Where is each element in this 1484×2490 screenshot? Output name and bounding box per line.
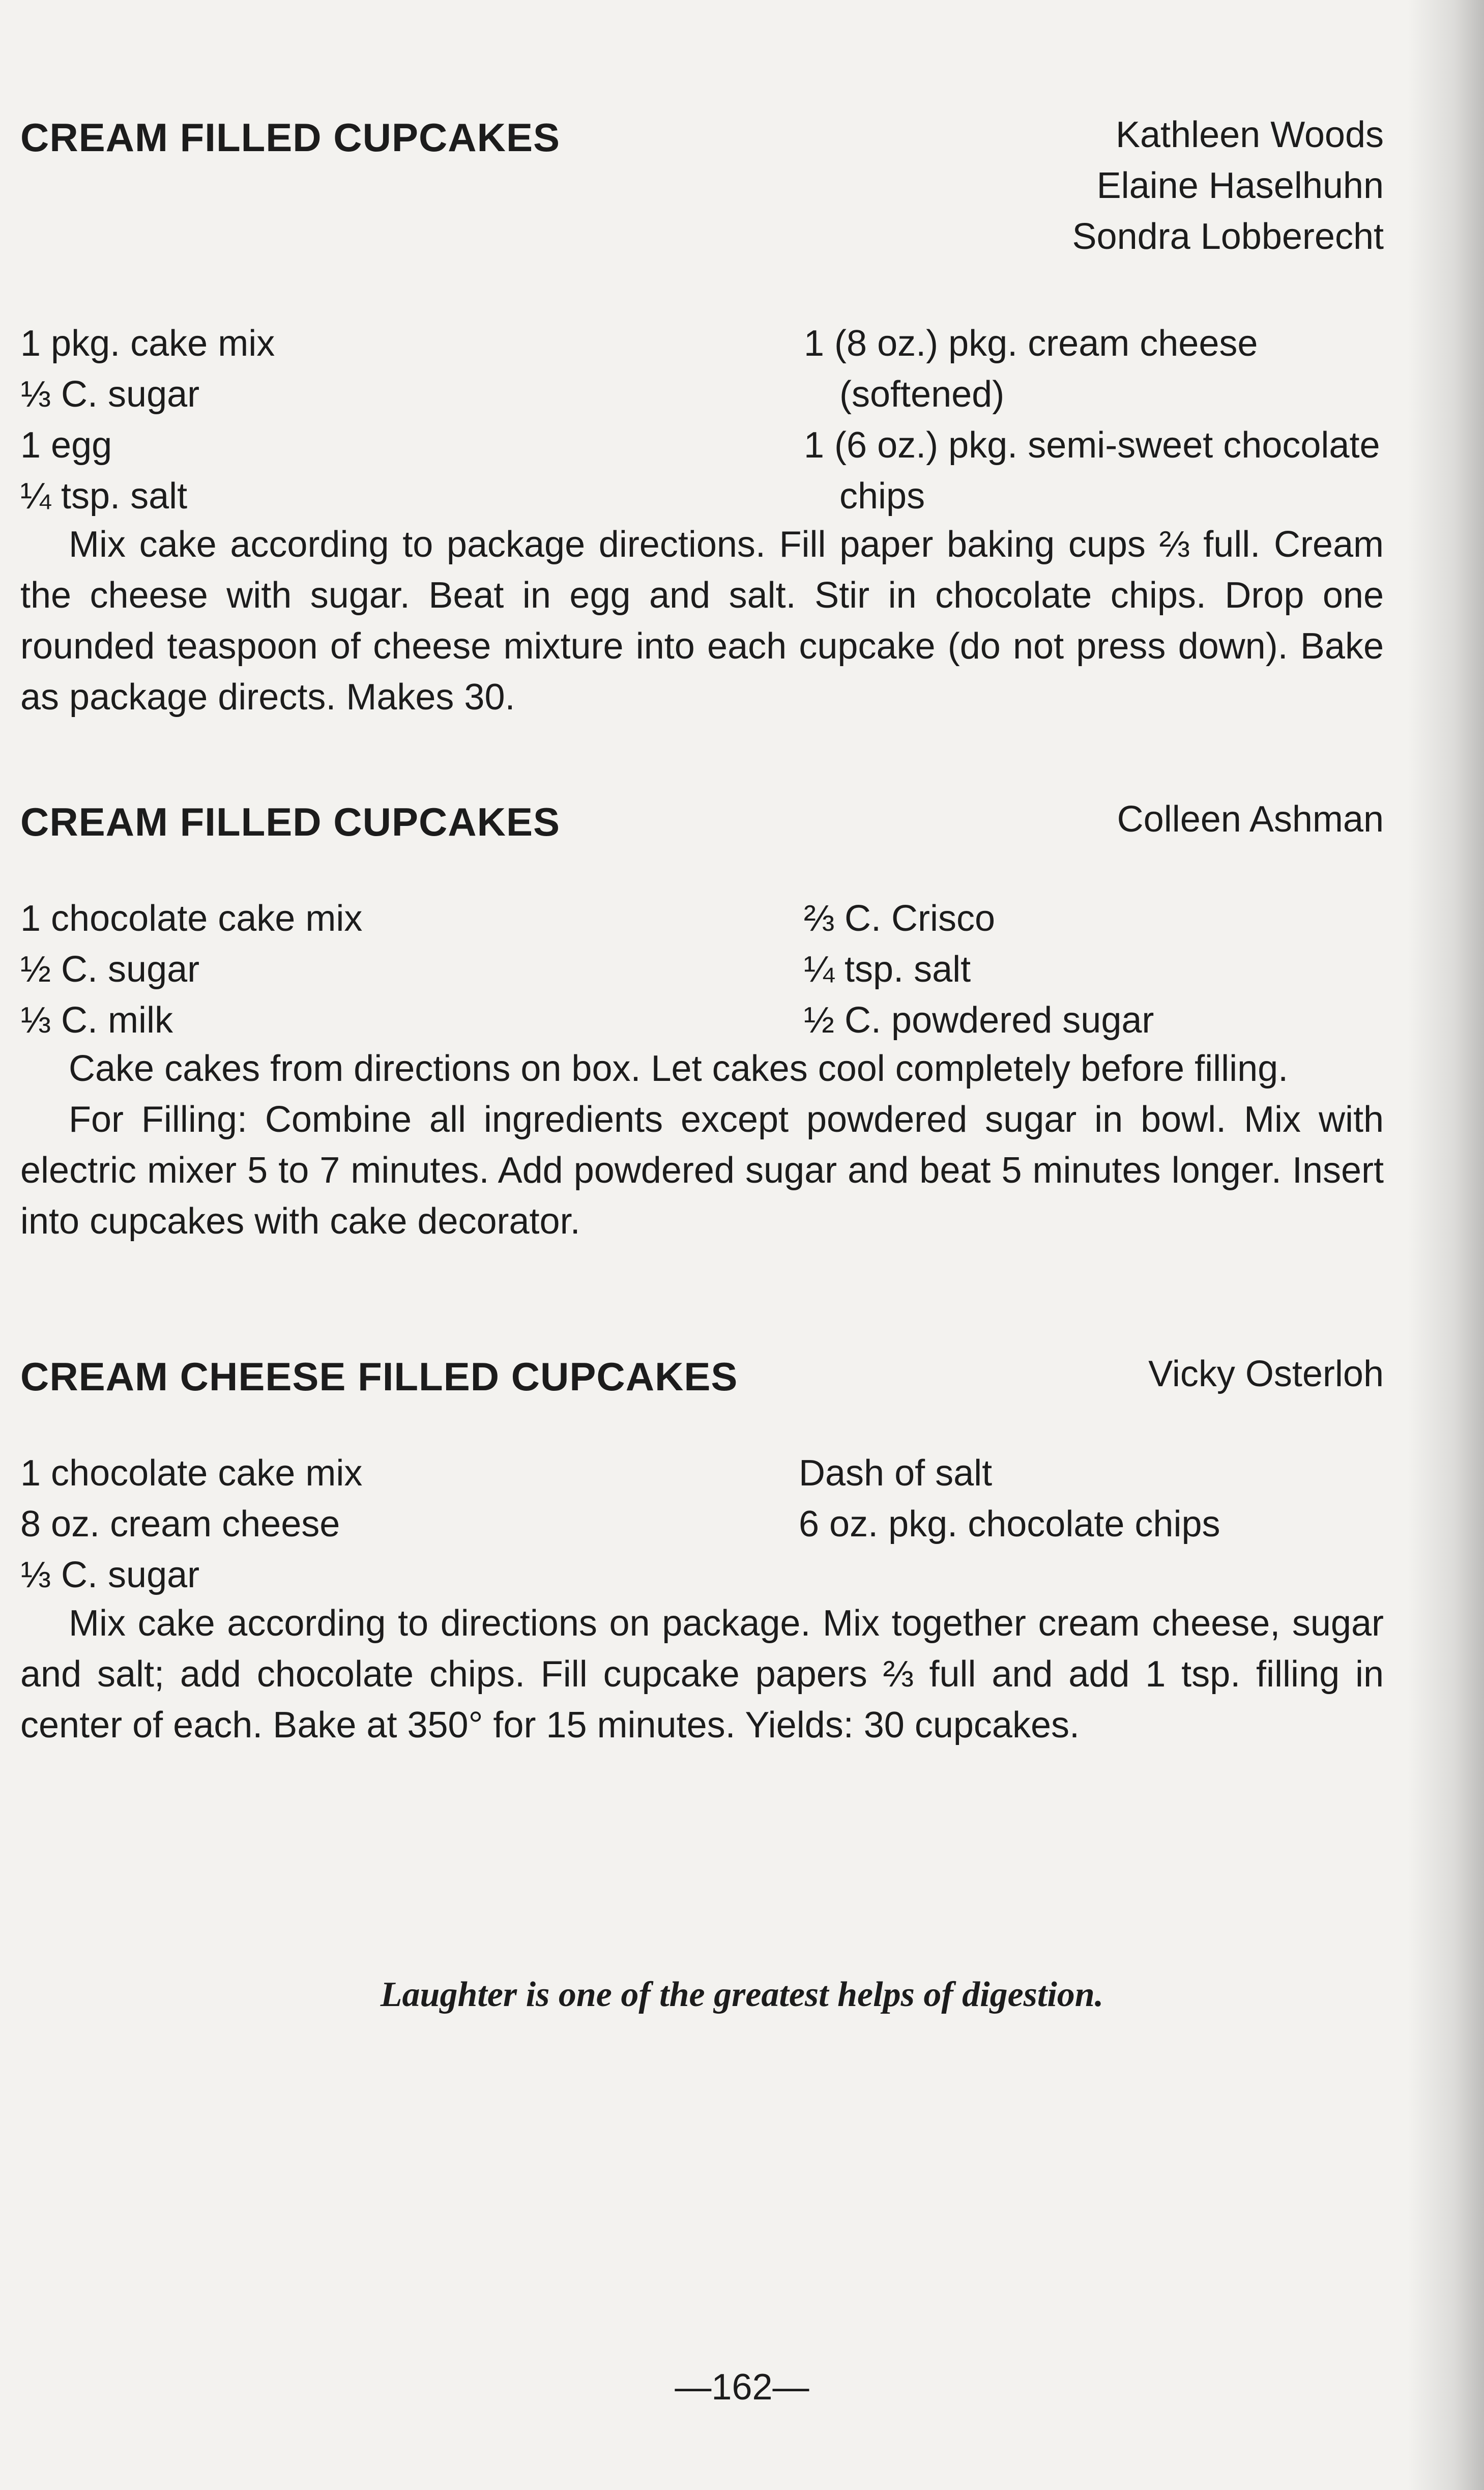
recipe-directions: [20, 1043, 1384, 1247]
ingredient: ¼ tsp. salt: [804, 949, 971, 990]
ingredient: 1 (8 oz.) pkg. cream cheese: [804, 323, 1258, 364]
direction-paragraph: Cake cakes from directions on box. Let cakes cool completely before filling.: [69, 1048, 1289, 1089]
ingredient-column-right: [804, 318, 1380, 522]
ingredient: ¼ tsp. salt: [20, 476, 188, 517]
ingredient: 1 (6 oz.) pkg. semi-sweet chocolate: [804, 425, 1380, 466]
recipe-directions: [20, 1598, 1384, 1751]
contributors: [1148, 1349, 1384, 1399]
direction-paragraph: Mix cake according to directions on package. Mix together cream cheese, sugar and salt; add chocolate chips. Fill cupcake papers ⅔ full and add 1 tsp. filling in center of each. Bake at 350° for 15 minutes. Yields: 30 cupcakes.: [20, 1603, 1384, 1745]
ingredient-column-left: [20, 318, 275, 522]
ingredient: 1 egg: [20, 425, 112, 466]
page-edge-shadow: [1408, 0, 1484, 2490]
contributor-name: Kathleen Woods: [1115, 115, 1384, 155]
ingredient: chips: [839, 476, 925, 517]
ingredient: 6 oz. pkg. chocolate chips: [799, 1504, 1220, 1544]
recipe-cream-cheese-filled-cupcakes: [20, 1354, 1384, 1745]
ingredient: ⅓ C. milk: [20, 1000, 173, 1041]
contributor-name: Colleen Ashman: [1117, 799, 1384, 840]
ingredient: (softened): [839, 374, 1005, 415]
recipe-cream-filled-cupcakes-1: [20, 115, 1384, 718]
ingredient: 8 oz. cream cheese: [20, 1504, 340, 1544]
ingredient: ⅓ C. sugar: [20, 1555, 200, 1595]
ingredient-column-left: [20, 893, 362, 1046]
ingredient-column-right: [804, 893, 1154, 1046]
page-quote: Laughter is one of the greatest helps of digestion.: [380, 1975, 1104, 2014]
contributor-name: Vicky Osterloh: [1148, 1354, 1384, 1394]
ingredient-column-left: [20, 1448, 362, 1600]
ingredient: ⅓ C. sugar: [20, 374, 200, 415]
recipe-title: CREAM FILLED CUPCAKES: [20, 799, 561, 844]
ingredient-column-right: [799, 1448, 1220, 1550]
ingredient: ½ C. sugar: [20, 949, 200, 990]
contributors: [1117, 794, 1384, 845]
recipe-title: CREAM FILLED CUPCAKES: [20, 115, 561, 160]
recipe-cream-filled-cupcakes-2: [20, 799, 1384, 1242]
contributor-name: Sondra Lobberecht: [1072, 216, 1384, 257]
ingredient: ⅔ C. Crisco: [804, 898, 996, 939]
page-number: —162—: [675, 2367, 809, 2408]
ingredient: 1 pkg. cake mix: [20, 323, 275, 364]
recipe-title: CREAM CHEESE FILLED CUPCAKES: [20, 1354, 738, 1399]
direction-paragraph: Mix cake according to package directions. Fill paper baking cups ⅔ full. Cream the cheese with sugar. Beat in egg and salt. Stir in chocolate chips. Drop one rounded teaspoon of cheese mixture into each cupcake (do not press down). Bake as package directs. Makes 30.: [20, 524, 1384, 718]
direction-paragraph: For Filling: Combine all ingredients except powdered sugar in bowl. Mix with electric mixer 5 to 7 minutes. Add powdered sugar and beat 5 minutes longer. Insert into cupcakes with cake decorator.: [20, 1099, 1384, 1242]
ingredient: 1 chocolate cake mix: [20, 1453, 363, 1494]
ingredient: ½ C. powdered sugar: [804, 1000, 1154, 1041]
contributor-name: Elaine Haselhuhn: [1096, 165, 1384, 206]
contributors: [1072, 109, 1384, 262]
recipe-directions: [20, 519, 1384, 723]
ingredient: 1 chocolate cake mix: [20, 898, 363, 939]
ingredient: Dash of salt: [799, 1453, 993, 1494]
